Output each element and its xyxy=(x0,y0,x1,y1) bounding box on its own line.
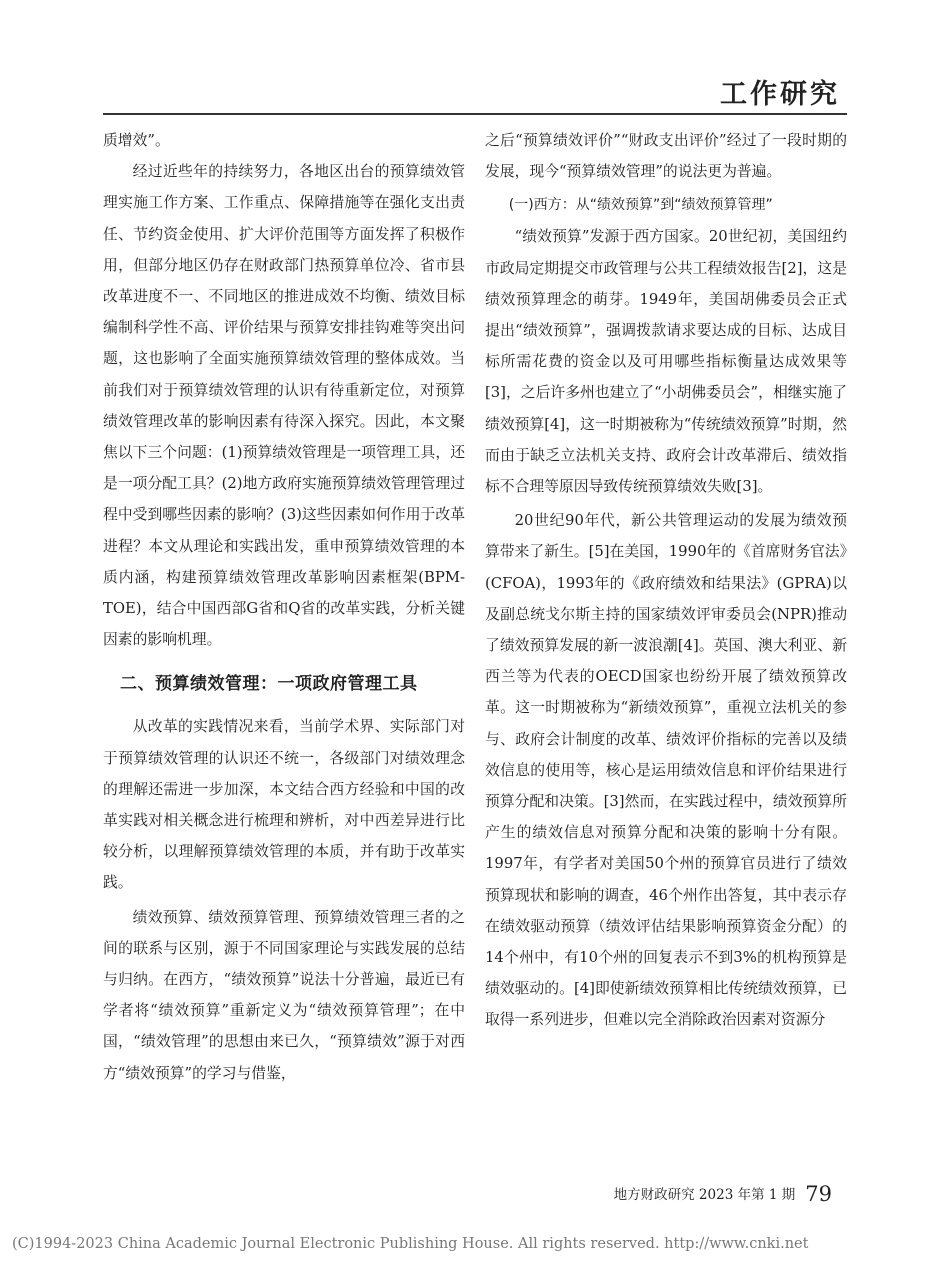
section-tag: 工作研究 xyxy=(720,79,840,110)
left-paragraph-3: 绩效预算、绩效预算管理、预算绩效管理三者的之间的联系与区别，源于不同国家理论与实践发展的总结与归纳。在西方，“绩效预算”说法十分普遍，最近已有学者将“绩效预算”重新定义为“绩效预算管理”；在中国，“绩效管理”的思想由来已久，“预算绩效”源于对西方“绩效预算”的学习与借鉴， xyxy=(103,908,465,1082)
subsection-heading: (一)西方：从“绩效预算”到“绩效预算管理” xyxy=(508,197,773,214)
section-heading: 二、预算绩效管理：一项政府管理工具 xyxy=(120,674,418,695)
left-paragraph-1: 经过近些年的持续努力，各地区出台的预算绩效管理实施工作方案、工作重点、保障措施等在强化支出责任、节约资金使用、扩大评价范围等方面发挥了积极作用，但部分地区仍存在财政部门热预算单位冷、省市县改革进度不一、不同地区的推进成效不均衡、绩效目标编制科学性不高、评价结果与预算安排挂钩难等突出问题，这也影响了全面实施预算绩效管理的整体成效。当前我们对于预算绩效管理的认识有待重新定位，对预算绩效管理改革的影响因素有待深入探究。因此，本文聚焦以下三个问题：(1)预算绩效管理是一项管理工具，还是一项分配工具？(2)地方政府实施预算绩效管理管理过程中受到哪些因素的影响？(3)这些因素如何作用于改革进程？本文从理论和实践出发，重申预算绩效管理的本质内涵，构建预算绩效管理改革影响因素框架(BPM-TOE)，结合中国西部G省和Q省的改革实践，分析关键因素的影响机理。 xyxy=(103,163,465,649)
header-rule xyxy=(103,113,847,115)
copyright-line: (C)1994-2023 China Academic Journal Electronic Publishing House. All rights reserved. http://www.cnki.net xyxy=(12,1236,809,1252)
page-footer xyxy=(614,1182,832,1206)
journal-name: 地方财政研究 2023 年第 1 期 xyxy=(613,1187,796,1203)
right-paragraph-1: “绩效预算”发源于西方国家。20世纪初，美国纽约市政局定期提交市政管理与公共工程绩效报告[2]，这是绩效预算理念的萌芽。1949年，美国胡佛委员会正式提出“绩效预算”，强调拨款请求要达成的目标、达成目标所需花费的资金以及可用哪些指标衡量达成效果等[3]，之后许多州也建立了“小胡佛委员会”，相继实施了绩效预算[4]，这一时期被称为“传统绩效预算”时期，然而由于缺乏立法机关支持、政府会计改革滞后、绩效指标不合理等原因导致传统预算绩效失败[3]。 xyxy=(485,228,847,496)
right-paragraph-2: 20世纪90年代，新公共管理运动的发展为绩效预算带来了新生。[5]在美国，1990年的《首席财务官法》(CFOA)，1993年的《政府绩效和结果法》(GPRA)以及副总统戈尔斯主持的国家绩效评审委员会(NPR)推动了绩效预算发展的新一波浪潮[4]。英国、澳大利亚、新西兰等为代表的OECD国家也纷纷开展了绩效预算改革。这一时期被称为“新绩效预算”，重视立法机关的参与、政府会计制度的改革、绩效评价指标的完善以及绩效信息的使用等，核心是运用绩效信息和评价结果进行预算分配和决策。[3]然而，在实践过程中，绩效预算所产生的绩效信息对预算分配和决策的影响十分有限。1997年，有学者对美国50个州的预算官员进行了绩效预算现状和影响的调查，46个州作出答复，其中表示存在绩效驱动预算（绩效评估结果影响预算资金分配）的14个州中，有10个州的回复表示不到3%的机构预算是绩效驱动的。[4]即使新绩效预算相比传统绩效预算，已取得一系列进步，但难以完全消除政治因素对资源分 xyxy=(485,512,847,1029)
page-number: 79 xyxy=(805,1182,832,1206)
left-paragraph-0: 质增效”。 xyxy=(103,132,170,149)
left-column xyxy=(103,125,465,1089)
right-paragraph-0: 之后“预算绩效评价”“财政支出评价”经过了一段时期的发展，现今“预算绩效管理”的说法更为普遍。 xyxy=(485,132,847,181)
left-paragraph-2: 从改革的实践情况来看，当前学术界、实际部门对于预算绩效管理的认识还不统一，各级部门对绩效理念的理解还需进一步加深，本文结合西方经验和中国的改革实践对相关概念进行梳理和辨析，对中西差异进行比较分析，以理解预算绩效管理的本质，并有助于改革实践。 xyxy=(103,718,465,892)
right-column xyxy=(485,125,847,1036)
